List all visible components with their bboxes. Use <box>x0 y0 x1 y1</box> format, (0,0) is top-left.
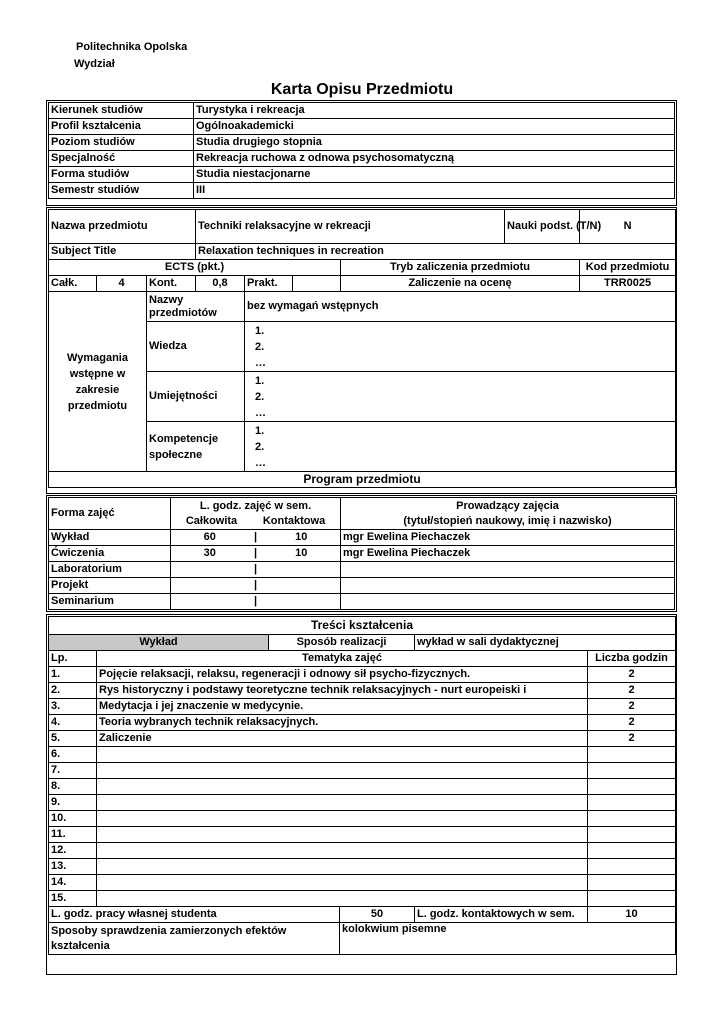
topic-lp: 8. <box>49 779 97 795</box>
hours-separator: | <box>253 563 258 575</box>
topic-text <box>97 859 588 875</box>
course-name-label: Nazwa przedmiotu <box>49 210 196 244</box>
program-row <box>49 578 675 594</box>
topic-hours: 2 <box>588 683 676 699</box>
hours-label: Liczba godzin <box>588 651 676 667</box>
program-row <box>49 562 675 578</box>
topic-label: Tematyka zajęć <box>97 651 588 667</box>
topic-hours <box>588 763 676 779</box>
hours-total <box>171 595 249 608</box>
hours-total: 60 <box>203 531 216 543</box>
form-label: Forma zajęć <box>49 498 171 530</box>
prereq-skills-label: Umiejętności <box>147 372 245 422</box>
ects-kont: 0,8 <box>196 276 245 292</box>
teacher-name: mgr Ewelina Piechaczek <box>341 530 675 546</box>
topic-row <box>49 747 676 763</box>
topic-hours: 2 <box>588 731 676 747</box>
program-title: Program przedmiotu <box>49 472 676 488</box>
university-name: Politechnika Opolska <box>76 41 188 53</box>
content-title: Treści kształcenia <box>49 617 676 635</box>
hours-separator: | <box>253 547 258 559</box>
hours-cell <box>171 594 341 610</box>
study-info-label: Semestr studiów <box>49 183 194 199</box>
topic-row <box>49 811 676 827</box>
topic-hours: 2 <box>588 715 676 731</box>
topic-hours <box>588 875 676 891</box>
topic-text <box>97 763 588 779</box>
program-row <box>49 594 675 610</box>
topic-lp: 13. <box>49 859 97 875</box>
hours-cell <box>171 578 341 594</box>
form-name: Wykład <box>49 530 171 546</box>
prereq-competence-items: 1. 2. … <box>245 422 676 472</box>
content-type: Wykład <box>49 635 269 651</box>
teacher-name <box>341 594 675 610</box>
teacher-name <box>341 562 675 578</box>
topic-hours <box>588 747 676 763</box>
form-name: Laboratorium <box>49 562 171 578</box>
study-info-label: Profil kształcenia <box>49 119 194 135</box>
study-info-value: Studia niestacjonarne <box>194 167 675 183</box>
topic-lp: 12. <box>49 843 97 859</box>
teacher-name: mgr Ewelina Piechaczek <box>341 546 675 562</box>
topic-lp: 9. <box>49 795 97 811</box>
study-info-table <box>48 102 675 199</box>
faculty-name: Wydział <box>74 58 115 70</box>
topic-text <box>97 811 588 827</box>
ects-total: 4 <box>97 276 147 292</box>
topic-hours <box>588 795 676 811</box>
topic-hours <box>588 843 676 859</box>
basic-sciences-label: Nauki podst. (T/N) <box>505 210 580 244</box>
teacher-name <box>341 578 675 594</box>
topic-text <box>97 795 588 811</box>
topic-row <box>49 891 676 907</box>
hours-cell <box>171 562 341 578</box>
study-info-label: Kierunek studiów <box>49 103 194 119</box>
topic-row <box>49 779 676 795</box>
prerequisites-label: Wymagania wstępne w zakresie przedmiotu <box>49 292 147 472</box>
topic-text <box>97 747 588 763</box>
topic-text <box>97 891 588 907</box>
course-code: TRR0025 <box>580 276 676 292</box>
topic-hours <box>588 811 676 827</box>
form-name: Seminarium <box>49 594 171 610</box>
topic-text: Medytacja i jej znaczenie w medycynie. <box>97 699 588 715</box>
study-info-value: Ogólnoakademicki <box>194 119 675 135</box>
topic-lp: 11. <box>49 827 97 843</box>
topic-hours: 2 <box>588 699 676 715</box>
course-name: Techniki relaksacyjne w rekreacji <box>196 210 505 244</box>
prereq-skills-items: 1. 2. … <box>245 372 676 422</box>
study-info-label: Specjalność <box>49 151 194 167</box>
teacher-header: Prowadzący zajęcia (tytuł/stopień naukowy, imię i nazwisko) <box>341 498 675 530</box>
ects-label: ECTS (pkt.) <box>49 260 341 276</box>
topic-lp: 1. <box>49 667 97 683</box>
hours-header: L. godz. zajęć w sem. Całkowita Kontaktowa <box>171 498 341 530</box>
hours-separator: | <box>253 579 258 591</box>
topic-lp: 4. <box>49 715 97 731</box>
study-info-value: III <box>194 183 675 199</box>
page-title: Karta Opisu Przedmiotu <box>270 81 454 98</box>
hours-contact: 10 <box>295 547 308 559</box>
method-label: Sposób realizacji <box>269 635 415 651</box>
hours-separator: | <box>253 531 258 543</box>
topic-hours <box>588 891 676 907</box>
course-table <box>48 209 676 488</box>
topic-text: Pojęcie relaksacji, relaksu, regeneracji i odnowy sił psycho-fizycznych. <box>97 667 588 683</box>
topic-text <box>97 843 588 859</box>
topic-hours <box>588 859 676 875</box>
program-row <box>49 546 675 562</box>
program-table <box>48 497 675 610</box>
assessment-mode: Zaliczenie na ocenę <box>341 276 580 292</box>
topic-row <box>49 731 676 747</box>
ects-kont-label: Kont. <box>147 276 196 292</box>
content-table <box>48 616 676 955</box>
hours-cell <box>171 546 341 562</box>
topic-hours: 2 <box>588 667 676 683</box>
topic-row <box>49 667 676 683</box>
topic-text <box>97 779 588 795</box>
topic-row <box>49 683 676 699</box>
topic-lp: 7. <box>49 763 97 779</box>
ects-prakt <box>293 276 341 292</box>
topic-row <box>49 715 676 731</box>
study-info-row <box>49 103 675 119</box>
hours-contact <box>262 579 340 592</box>
study-info-label: Poziom studiów <box>49 135 194 151</box>
topic-lp: 2. <box>49 683 97 699</box>
ects-total-label: Całk. <box>49 276 97 292</box>
hours-total <box>171 579 249 592</box>
hours-contact <box>262 595 340 608</box>
topic-text <box>97 827 588 843</box>
own-work-label: L. godz. pracy własnej studenta <box>49 907 340 923</box>
study-info-row <box>49 135 675 151</box>
study-info-row <box>49 183 675 199</box>
topic-lp: 3. <box>49 699 97 715</box>
basic-sciences-value: N <box>580 210 676 244</box>
topic-lp: 5. <box>49 731 97 747</box>
contact-hours-label: L. godz. kontaktowych w sem. <box>415 907 588 923</box>
topic-hours <box>588 779 676 795</box>
program-row <box>49 530 675 546</box>
topic-row <box>49 859 676 875</box>
topic-row <box>49 875 676 891</box>
study-info-label: Forma studiów <box>49 167 194 183</box>
study-info-row <box>49 151 675 167</box>
hours-contact <box>262 563 340 576</box>
assessment-mode-label: Tryb zaliczenia przedmiotu <box>341 260 580 276</box>
topic-text: Teoria wybranych technik relaksacyjnych. <box>97 715 588 731</box>
subject-title-label: Subject Title <box>49 244 196 260</box>
topic-row <box>49 795 676 811</box>
topic-text: Zaliczenie <box>97 731 588 747</box>
prereq-competence-label: Kompetencje społeczne <box>147 422 245 472</box>
ects-prakt-label: Prakt. <box>245 276 293 292</box>
prereq-subjects-value: bez wymagań wstępnych <box>245 292 676 322</box>
topic-text: Rys historyczny i podstawy teoretyczne technik relaksacyjnych - nurt europeiski i <box>97 683 588 699</box>
verification-value: kolokwium pisemne <box>340 923 676 955</box>
own-work-value: 50 <box>340 907 415 923</box>
contact-hours-value: 10 <box>588 907 676 923</box>
form-name: Projekt <box>49 578 171 594</box>
hours-total: 30 <box>203 547 216 559</box>
topic-lp: 10. <box>49 811 97 827</box>
prereq-knowledge-label: Wiedza <box>147 322 245 372</box>
subject-title: Relaxation techniques in recreation <box>196 244 676 260</box>
course-code-label: Kod przedmiotu <box>580 260 676 276</box>
topic-lp: 14. <box>49 875 97 891</box>
topic-row <box>49 827 676 843</box>
topic-hours <box>588 827 676 843</box>
form-name: Ćwiczenia <box>49 546 171 562</box>
topic-row <box>49 699 676 715</box>
verification-label: Sposoby sprawdzenia zamierzonych efektów kształcenia <box>49 923 340 955</box>
study-info-value: Studia drugiego stopnia <box>194 135 675 151</box>
topic-text <box>97 875 588 891</box>
study-info-value: Rekreacja ruchowa z odnowa psychosomatyczną <box>194 151 675 167</box>
lp-label: Lp. <box>49 651 97 667</box>
hours-cell <box>171 530 341 546</box>
prereq-knowledge-items: 1. 2. … <box>245 322 676 372</box>
hours-separator: | <box>253 595 258 607</box>
study-info-row <box>49 167 675 183</box>
topic-lp: 6. <box>49 747 97 763</box>
topic-lp: 15. <box>49 891 97 907</box>
topic-row <box>49 843 676 859</box>
hours-total <box>171 563 249 576</box>
prereq-subjects-label: Nazwy przedmiotów <box>147 292 245 322</box>
study-info-value: Turystyka i rekreacja <box>194 103 675 119</box>
topic-row <box>49 763 676 779</box>
study-info-row <box>49 119 675 135</box>
hours-contact: 10 <box>295 531 308 543</box>
method-value: wykład w sali dydaktycznej <box>415 635 676 651</box>
